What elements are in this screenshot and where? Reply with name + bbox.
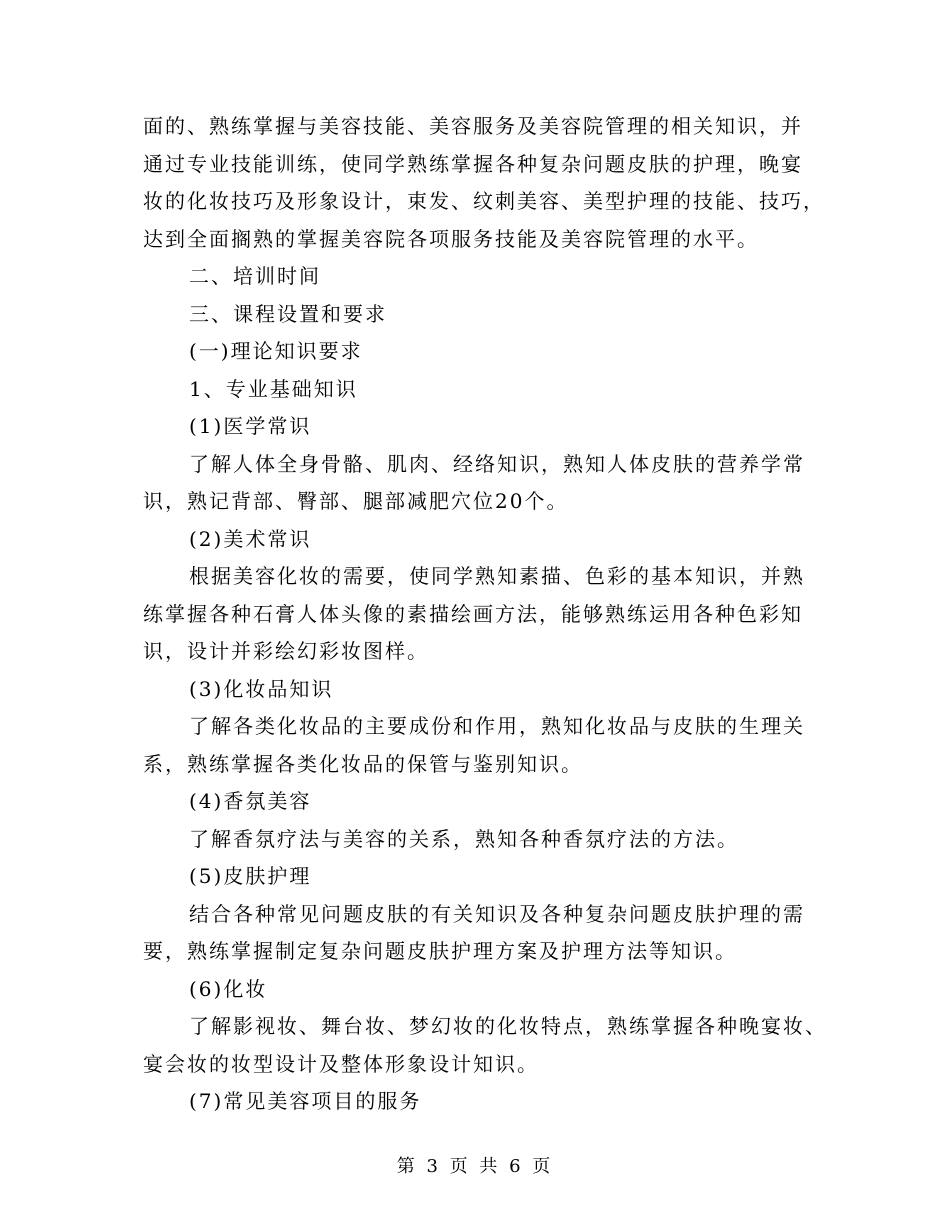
document-body bbox=[143, 108, 827, 1121]
text-line: 根据美容化妆的需要，使同学熟知素描、色彩的基本知识，并熟 bbox=[189, 564, 805, 588]
text-line: 识，熟记背部、臀部、腿部减肥穴位20个。 bbox=[143, 489, 569, 513]
text-line: 要，熟练掌握制定复杂问题皮肤护理方案及护理方法等知识。 bbox=[143, 939, 737, 963]
text-line: 妆的化妆技巧及形象设计，束发、纹刺美容、美型护理的技能、技巧， bbox=[143, 189, 825, 213]
text-line: 系，熟练掌握各类化妆品的保管与鉴别知识。 bbox=[143, 751, 583, 776]
text-line: 了解人体全身骨骼、肌肉、经络知识，熟知人体皮肤的营养学常 bbox=[189, 451, 805, 476]
section-heading: 二、培训时间 bbox=[189, 264, 321, 288]
item-heading: (2)美术常识 bbox=[189, 526, 312, 551]
text-line: 通过专业技能训练，使同学熟练掌握各种复杂问题皮肤的护理，晚宴 bbox=[143, 151, 803, 176]
text-line: 面的、熟练掌握与美容技能、美容服务及美容院管理的相关知识，并 bbox=[143, 114, 803, 138]
text-line: 达到全面搁熟的掌握美容院各项服务技能及美容院管理的水平。 bbox=[143, 226, 759, 251]
text-line: 结合各种常见问题皮肤的有关知识及各种复杂问题皮肤护理的需 bbox=[189, 901, 805, 926]
text-line: 宴会妆的妆型设计及整体形象设计知识。 bbox=[143, 1051, 539, 1076]
subsection-heading: (一)理论知识要求 bbox=[189, 339, 363, 363]
text-line: 了解各类化妆品的主要成份和作用，熟知化妆品与皮肤的生理关 bbox=[189, 714, 805, 738]
item-heading: (4)香氛美容 bbox=[189, 789, 312, 813]
text-line: 了解影视妆、舞台妆、梦幻妆的化妆特点，熟练掌握各种晚宴妆、 bbox=[189, 1014, 827, 1038]
section-heading: 三、课程设置和要求 bbox=[189, 301, 387, 326]
item-heading: (3)化妆品知识 bbox=[189, 676, 334, 701]
subsection-heading: 1、专业基础知识 bbox=[189, 376, 358, 401]
page-number-footer: 第 3 页 共 6 页 bbox=[396, 1156, 554, 1177]
text-line: 练掌握各种石膏人体头像的素描绘画方法，能够熟练运用各种色彩知 bbox=[143, 601, 803, 626]
item-heading: (1)医学常识 bbox=[189, 414, 312, 438]
text-line: 了解香氛疗法与美容的关系，熟知各种香氛疗法的方法。 bbox=[189, 826, 739, 851]
item-heading: (6)化妆 bbox=[189, 976, 268, 1001]
item-heading: (7)常见美容项目的服务 bbox=[189, 1089, 422, 1113]
text-line: 识，设计并彩绘幻彩妆图样。 bbox=[143, 639, 429, 663]
item-heading: (5)皮肤护理 bbox=[189, 864, 312, 888]
